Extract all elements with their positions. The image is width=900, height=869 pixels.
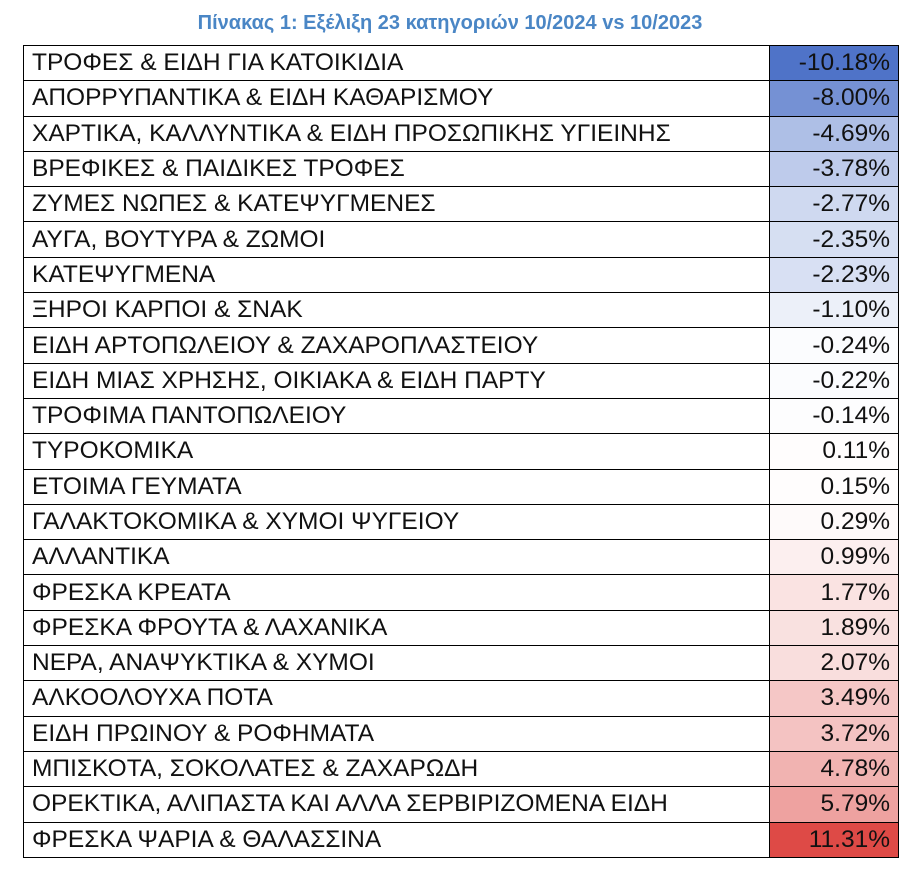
change-cell: 0.11% xyxy=(770,434,899,469)
table-row xyxy=(24,151,899,186)
table-row xyxy=(24,681,899,716)
change-cell: 3.49% xyxy=(770,681,899,716)
change-cell: -0.14% xyxy=(770,398,899,433)
category-cell: ΑΥΓΑ, ΒΟΥΤΥΡΑ & ΖΩΜΟΙ xyxy=(24,222,770,257)
category-cell: ΕΤΟΙΜΑ ΓΕΥΜΑΤΑ xyxy=(24,469,770,504)
table-row xyxy=(24,822,899,857)
category-cell: ΚΑΤΕΨΥΓΜΕΝΑ xyxy=(24,257,770,292)
change-cell: 0.15% xyxy=(770,469,899,504)
change-cell: -8.00% xyxy=(770,81,899,116)
table-row xyxy=(24,363,899,398)
table-row xyxy=(24,398,899,433)
category-cell: ΑΛΚΟΟΛΟΥΧΑ ΠΟΤΑ xyxy=(24,681,770,716)
change-cell: 1.77% xyxy=(770,575,899,610)
category-cell: ΕΙΔΗ ΜΙΑΣ ΧΡΗΣΗΣ, ΟΙΚΙΑΚΑ & ΕΙΔΗ ΠΑΡΤΥ xyxy=(24,363,770,398)
table-row xyxy=(24,610,899,645)
change-cell: 4.78% xyxy=(770,751,899,786)
table-row xyxy=(24,46,899,81)
category-change-table xyxy=(23,45,899,858)
category-cell: ΤΡΟΦΙΜΑ ΠΑΝΤΟΠΩΛΕΙΟΥ xyxy=(24,398,770,433)
category-cell: ΜΠΙΣΚΟΤΑ, ΣΟΚΟΛΑΤΕΣ & ΖΑΧΑΡΩΔΗ xyxy=(24,751,770,786)
category-cell: ΦΡΕΣΚΑ ΚΡΕΑΤΑ xyxy=(24,575,770,610)
category-cell: ΕΙΔΗ ΠΡΩΙΝΟΥ & ΡΟΦΗΜΑΤΑ xyxy=(24,716,770,751)
table-row xyxy=(24,716,899,751)
change-cell: -10.18% xyxy=(770,46,899,81)
category-cell: ΞΗΡΟΙ ΚΑΡΠΟΙ & ΣΝΑΚ xyxy=(24,293,770,328)
table-row xyxy=(24,81,899,116)
category-cell: ΟΡΕΚΤΙΚΑ, ΑΛΙΠΑΣΤΑ ΚΑΙ ΑΛΛΑ ΣΕΡΒΙΡΙΖΟΜΕΝΑ ΕΙΔΗ xyxy=(24,787,770,822)
category-cell: ΤΥΡΟΚΟΜΙΚΑ xyxy=(24,434,770,469)
category-cell: ΒΡΕΦΙΚΕΣ & ΠΑΙΔΙΚΕΣ ΤΡΟΦΕΣ xyxy=(24,151,770,186)
category-cell: ΕΙΔΗ ΑΡΤΟΠΩΛΕΙΟΥ & ΖΑΧΑΡΟΠΛΑΣΤΕΙΟΥ xyxy=(24,328,770,363)
table-row xyxy=(24,469,899,504)
category-cell: ΑΛΛΑΝΤΙΚΑ xyxy=(24,540,770,575)
change-cell: -3.78% xyxy=(770,151,899,186)
category-cell: ΝΕΡΑ, ΑΝΑΨΥΚΤΙΚΑ & ΧΥΜΟΙ xyxy=(24,646,770,681)
category-cell: ΓΑΛΑΚΤΟΚΟΜΙΚΑ & ΧΥΜΟΙ ΨΥΓΕΙΟΥ xyxy=(24,504,770,539)
table-row xyxy=(24,540,899,575)
change-cell: -2.77% xyxy=(770,187,899,222)
change-cell: 0.99% xyxy=(770,540,899,575)
change-cell: 0.29% xyxy=(770,504,899,539)
change-cell: 5.79% xyxy=(770,787,899,822)
table-row xyxy=(24,328,899,363)
change-cell: -2.35% xyxy=(770,222,899,257)
table-body xyxy=(24,46,899,858)
table-row xyxy=(24,787,899,822)
change-cell: -1.10% xyxy=(770,293,899,328)
category-cell: ΑΠΟΡΡΥΠΑΝΤΙΚΑ & ΕΙΔΗ ΚΑΘΑΡΙΣΜΟΥ xyxy=(24,81,770,116)
table-row xyxy=(24,187,899,222)
table-row xyxy=(24,257,899,292)
category-cell: ΖΥΜΕΣ ΝΩΠΕΣ & ΚΑΤΕΨΥΓΜΕΝΕΣ xyxy=(24,187,770,222)
table-row xyxy=(24,751,899,786)
change-cell: 1.89% xyxy=(770,610,899,645)
table-row xyxy=(24,293,899,328)
table-row xyxy=(24,116,899,151)
table-row xyxy=(24,504,899,539)
change-cell: 3.72% xyxy=(770,716,899,751)
category-cell: ΧΑΡΤΙΚΑ, ΚΑΛΛΥΝΤΙΚΑ & ΕΙΔΗ ΠΡΟΣΩΠΙΚΗΣ ΥΓΙΕΙΝΗΣ xyxy=(24,116,770,151)
table-row xyxy=(24,646,899,681)
table-row xyxy=(24,222,899,257)
change-cell: 11.31% xyxy=(770,822,899,857)
table-row xyxy=(24,434,899,469)
change-cell: -4.69% xyxy=(770,116,899,151)
table-row xyxy=(24,575,899,610)
change-cell: -0.24% xyxy=(770,328,899,363)
change-cell: -2.23% xyxy=(770,257,899,292)
category-cell: ΦΡΕΣΚΑ ΨΑΡΙΑ & ΘΑΛΑΣΣΙΝΑ xyxy=(24,822,770,857)
change-cell: -0.22% xyxy=(770,363,899,398)
table-title: Πίνακας 1: Εξέλιξη 23 κατηγοριών 10/2024 vs 10/2023 xyxy=(197,12,703,34)
change-cell: 2.07% xyxy=(770,646,899,681)
category-cell: ΤΡΟΦΕΣ & ΕΙΔΗ ΓΙΑ ΚΑΤΟΙΚΙΔΙΑ xyxy=(24,46,770,81)
category-cell: ΦΡΕΣΚΑ ΦΡΟΥΤΑ & ΛΑΧΑΝΙΚΑ xyxy=(24,610,770,645)
